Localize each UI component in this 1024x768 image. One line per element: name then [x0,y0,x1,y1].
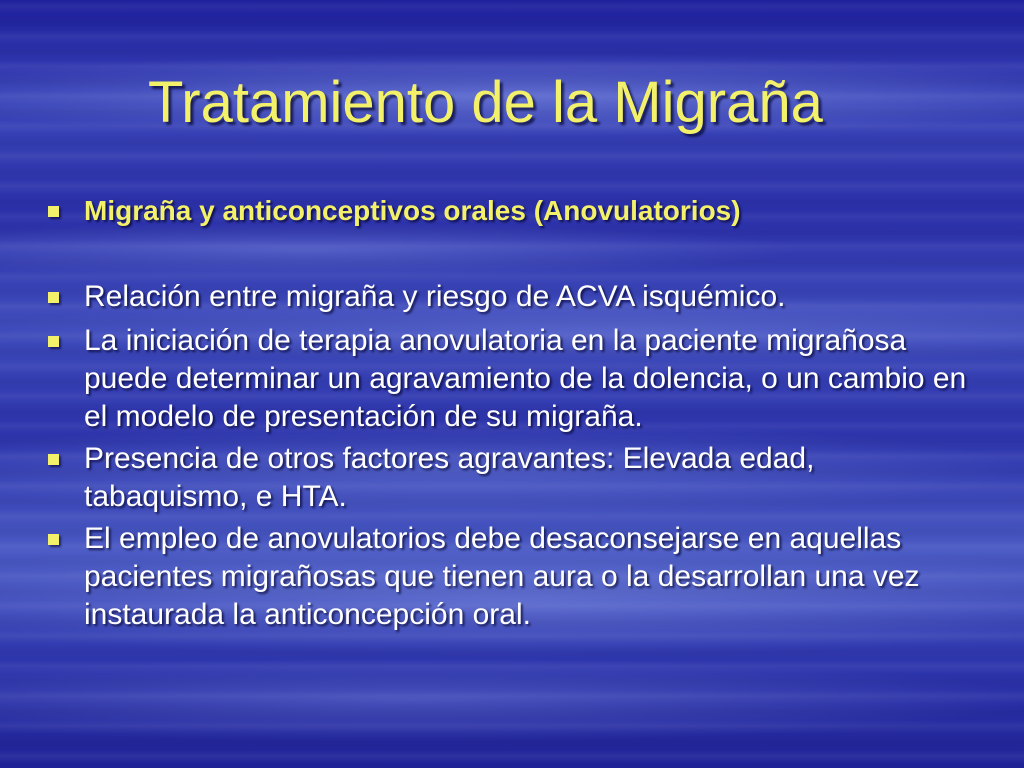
square-bullet-icon [48,206,59,217]
square-bullet-icon [48,534,59,545]
bullet-text-3: La iniciación de terapia anovulatoria en la paciente migrañosa puede determinar un agravamiento de la dolencia, o un cambio en el modelo de presentación de su migraña. [84,324,967,433]
bullet-text-5: El empleo de anovulatorios debe desaconsejarse en aquellas pacientes migrañosas que tienen aura o la desarrollan una vez instaurada la anticoncepción oral. [84,522,920,631]
bullet-item-1 [46,192,986,230]
bullet-text-4: Presencia de otros factores agravantes: Elevada edad, tabaquismo, e HTA. [84,442,815,513]
square-bullet-icon [48,292,59,303]
square-bullet-icon [48,454,59,465]
slide-title: Tratamiento de la Migraña [148,70,823,135]
square-bullet-icon [48,336,59,347]
bullet-text-2: Relación entre migraña y riesgo de ACVA isquémico. [84,280,786,313]
bullet-item-3 [46,322,986,436]
bullet-item-5 [46,520,986,634]
bullet-list [46,192,986,634]
bullet-item-2 [46,278,986,316]
bullet-item-4 [46,440,986,516]
bullet-text-1: Migraña y anticonceptivos orales (Anovulatorios) [84,195,741,226]
